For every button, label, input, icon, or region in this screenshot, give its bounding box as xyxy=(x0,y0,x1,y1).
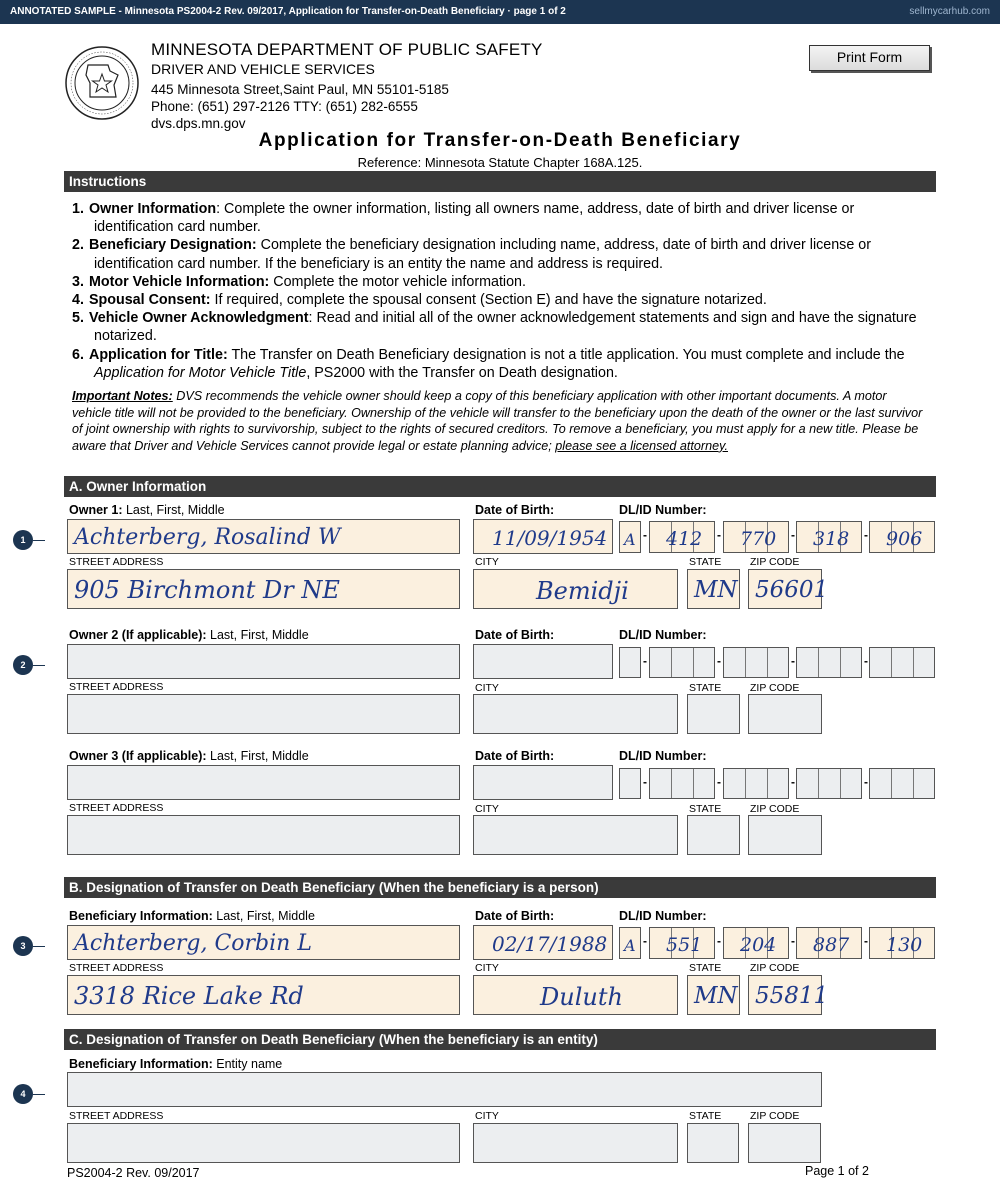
owner1-street-label: STREET ADDRESS xyxy=(69,556,164,568)
instruction-item: 1. Owner Information: Complete the owner information, listing all owners name, address, date of birth and driver license or identification card number. xyxy=(72,201,855,236)
annotation-marker: 1 xyxy=(13,530,33,550)
marker-line xyxy=(33,946,45,947)
owner1-street-field[interactable]: 905 Birchmont Dr NE xyxy=(67,569,460,609)
owner3-city-label: CITY xyxy=(475,803,499,815)
section-c-heading: C. Designation of Transfer on Death Beneficiary (When the beneficiary is an entity) xyxy=(64,1029,936,1050)
owner3-street-field[interactable] xyxy=(67,815,460,855)
marker-line xyxy=(33,1094,45,1095)
beneficiary-dl-letter[interactable]: A xyxy=(619,927,641,959)
beneficiary-state-field[interactable]: MN xyxy=(687,975,740,1015)
beneficiary-city-label: CITY xyxy=(475,962,499,974)
owner2-dlid-label: DL/ID Number: xyxy=(619,628,707,642)
owner1-city-label: CITY xyxy=(475,556,499,568)
form-id: PS2004-2 Rev. 09/2017 xyxy=(67,1166,200,1180)
beneficiary-name-field[interactable]: Achterberg, Corbin L xyxy=(67,925,460,960)
print-form-button[interactable]: Print Form xyxy=(809,45,930,71)
owner3-dl-letter[interactable] xyxy=(619,768,641,799)
marker-line xyxy=(33,665,45,666)
entity-street-field[interactable] xyxy=(67,1123,460,1163)
important-notes: Important Notes: DVS recommends the vehicle owner should keep a copy of this beneficiary application with other important documents. A motor vehicle title will not be provided to the beneficiary. Ownership of the vehicle will transfer to the beneficiary upon the death of the owner or the last survivor of joint ownership with rights to survivorship, subject to the rights of secured creditors. To remove a beneficiary, you must apply for a new title. Please be aware that Driver and Vehicle Services cannot provide legal or estate planning advice; please see a licensed attorney. xyxy=(72,389,923,453)
form-title: Application for Transfer-on-Death Beneficiary xyxy=(258,130,742,151)
form-reference: Reference: Minnesota Statute Chapter 168A.125. xyxy=(357,155,643,170)
entity-city-label: CITY xyxy=(475,1110,499,1122)
agency-website: dvs.dps.mn.gov xyxy=(151,116,246,131)
owner1-zip-label: ZIP CODE xyxy=(750,556,800,568)
beneficiary-street-field[interactable]: 3318 Rice Lake Rd xyxy=(67,975,460,1015)
owner3-city-field[interactable] xyxy=(473,815,678,855)
annotation-marker: 2 xyxy=(13,655,33,675)
owner3-name-field[interactable] xyxy=(67,765,460,800)
owner1-dob-label: Date of Birth: xyxy=(475,503,555,517)
owner2-dob-field[interactable] xyxy=(473,644,613,679)
owner2-name-field[interactable] xyxy=(67,644,460,679)
beneficiary-dob-label: Date of Birth: xyxy=(475,909,555,923)
instructions-heading: Instructions xyxy=(64,171,936,192)
entity-city-field[interactable] xyxy=(473,1123,678,1163)
owner3-dl-group[interactable] xyxy=(649,768,715,799)
page-number: Page 1 of 2 xyxy=(805,1164,869,1178)
entity-state-field[interactable] xyxy=(687,1123,739,1163)
owner3-state-field[interactable] xyxy=(687,815,740,855)
owner1-state-label: STATE xyxy=(689,556,722,568)
entity-state-label: STATE xyxy=(689,1110,722,1122)
beneficiary-street-label: STREET ADDRESS xyxy=(69,962,164,974)
owner3-dlid-label: DL/ID Number: xyxy=(619,749,707,763)
agency-phone: Phone: (651) 297-2126 TTY: (651) 282-6555 xyxy=(151,99,418,114)
owner3-zip-label: ZIP CODE xyxy=(750,803,800,815)
instruction-item: 6. Application for Title: The Transfer on Death Beneficiary designation is not a title application. You must complete and include the Application for Motor Vehicle Title, PS2000 with the Transfer on Death designation. xyxy=(72,346,905,381)
owner2-zip-field[interactable] xyxy=(748,694,822,734)
owner1-zip-field[interactable]: 56601 xyxy=(748,569,822,609)
beneficiary-dl-group[interactable]: 130 xyxy=(869,927,935,959)
owner1-dob-field[interactable]: 11/09/1954 xyxy=(473,519,613,554)
division-name: DRIVER AND VEHICLE SERVICES xyxy=(151,61,375,77)
owner3-dl-group[interactable] xyxy=(869,768,935,799)
owner1-dl-group[interactable]: 906 xyxy=(869,521,935,553)
banner-site: sellmycarhub.com xyxy=(909,6,990,17)
owner3-street-label: STREET ADDRESS xyxy=(69,802,164,814)
beneficiary-zip-label: ZIP CODE xyxy=(750,962,800,974)
owner2-label: Owner 2 (If applicable): Last, First, Middle xyxy=(69,628,309,642)
owner3-dob-label: Date of Birth: xyxy=(475,749,555,763)
annotation-marker: 3 xyxy=(13,936,33,956)
agency-address: 445 Minnesota Street,Saint Paul, MN 55101-5185 xyxy=(151,82,449,97)
section-b-heading: B. Designation of Transfer on Death Beneficiary (When the beneficiary is a person) xyxy=(64,877,936,898)
beneficiary-label: Beneficiary Information: Last, First, Middle xyxy=(69,909,315,923)
entity-zip-field[interactable] xyxy=(748,1123,821,1163)
beneficiary-dl-group[interactable]: 204 xyxy=(723,927,789,959)
owner2-zip-label: ZIP CODE xyxy=(750,682,800,694)
beneficiary-state-label: STATE xyxy=(689,962,722,974)
owner3-dob-field[interactable] xyxy=(473,765,613,800)
owner2-city-label: CITY xyxy=(475,682,499,694)
owner1-dl-letter[interactable]: A xyxy=(619,521,641,553)
instruction-item: 4. Spousal Consent: If required, complete the spousal consent (Section E) and have the signature notarized. xyxy=(72,292,767,309)
state-seal-icon xyxy=(64,45,140,121)
owner2-street-field[interactable] xyxy=(67,694,460,734)
beneficiary-zip-field[interactable]: 55811 xyxy=(748,975,822,1015)
agency-name: MINNESOTA DEPARTMENT OF PUBLIC SAFETY xyxy=(151,40,543,59)
owner2-city-field[interactable] xyxy=(473,694,678,734)
entity-zip-label: ZIP CODE xyxy=(750,1110,800,1122)
marker-line xyxy=(33,540,45,541)
owner1-name-field[interactable]: Achterberg, Rosalind W xyxy=(67,519,460,554)
owner3-dl-group[interactable] xyxy=(796,768,862,799)
beneficiary-dlid-label: DL/ID Number: xyxy=(619,909,707,923)
owner2-dl-group[interactable] xyxy=(723,647,789,678)
entity-label: Beneficiary Information: Entity name xyxy=(69,1057,283,1071)
beneficiary-city-field[interactable]: Duluth xyxy=(473,975,678,1015)
banner-text: ANNOTATED SAMPLE - Minnesota PS2004-2 Rev. 09/2017, Application for Transfer-on-Death Beneficiary · page 1 of 2 xyxy=(10,6,566,17)
owner3-dl-group[interactable] xyxy=(723,768,789,799)
entity-street-label: STREET ADDRESS xyxy=(69,1110,164,1122)
instructions-list xyxy=(72,200,932,382)
owner1-label: Owner 1: Last, First, Middle xyxy=(69,503,225,517)
owner1-dlid-label: DL/ID Number: xyxy=(619,503,707,517)
owner1-dl-group[interactable]: 412 xyxy=(649,521,715,553)
owner3-state-label: STATE xyxy=(689,803,722,815)
owner1-dl-group[interactable]: 318 xyxy=(796,521,862,553)
owner2-dob-label: Date of Birth: xyxy=(475,628,555,642)
owner2-dl-group[interactable] xyxy=(649,647,715,678)
entity-name-field[interactable] xyxy=(67,1072,822,1107)
instruction-item: 5. Vehicle Owner Acknowledgment: Read and initial all of the owner acknowledgement statements and sign and have the signature notarized. xyxy=(72,310,917,345)
owner1-city-field[interactable]: Bemidji xyxy=(473,569,678,609)
annotation-banner xyxy=(0,0,1000,24)
owner1-state-field[interactable]: MN xyxy=(687,569,740,609)
owner2-dl-group[interactable] xyxy=(869,647,935,678)
annotation-marker: 4 xyxy=(13,1084,33,1104)
instruction-item: 2. Beneficiary Designation: Complete the beneficiary designation including name, address, date of birth and driver license or identification card number. If the beneficiary is an entity the name and address is required. xyxy=(72,237,871,272)
owner2-street-label: STREET ADDRESS xyxy=(69,681,164,693)
owner2-dl-letter[interactable] xyxy=(619,647,641,678)
beneficiary-dl-group[interactable]: 887 xyxy=(796,927,862,959)
owner2-state-field[interactable] xyxy=(687,694,740,734)
owner3-zip-field[interactable] xyxy=(748,815,822,855)
owner2-state-label: STATE xyxy=(689,682,722,694)
section-a-heading: A. Owner Information xyxy=(64,476,936,497)
owner1-dl-group[interactable]: 770 xyxy=(723,521,789,553)
instruction-item: 3. Motor Vehicle Information: Complete the motor vehicle information. xyxy=(72,273,526,290)
owner3-label: Owner 3 (If applicable): Last, First, Middle xyxy=(69,749,309,763)
beneficiary-dob-field[interactable]: 02/17/1988 xyxy=(473,925,613,960)
owner2-dl-group[interactable] xyxy=(796,647,862,678)
beneficiary-dl-group[interactable]: 551 xyxy=(649,927,715,959)
